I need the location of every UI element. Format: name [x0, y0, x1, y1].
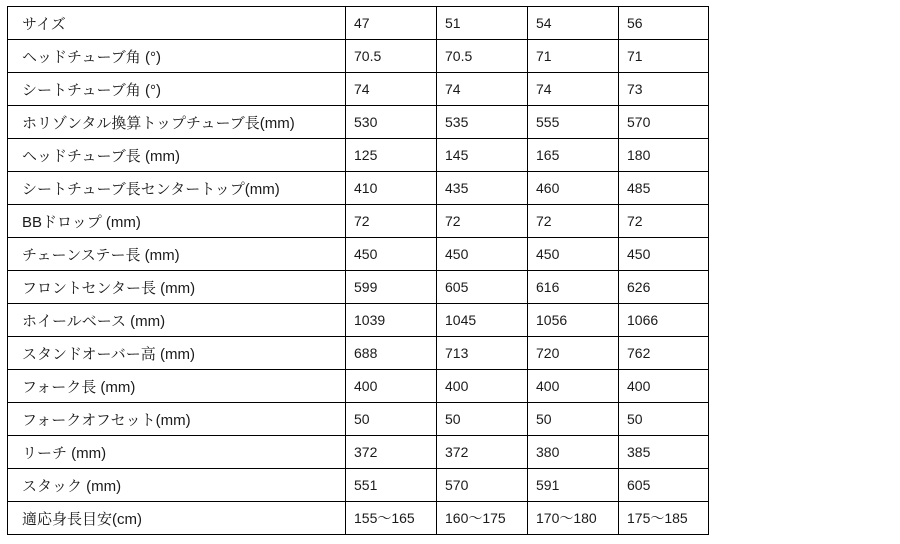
cell-value: 372 [437, 436, 528, 469]
cell-value: 175～185 [619, 502, 709, 535]
cell-value: 72 [619, 205, 709, 238]
geometry-table-body [8, 7, 709, 535]
cell-value: 160～175 [437, 502, 528, 535]
cell-value: 435 [437, 172, 528, 205]
row-label: シートチューブ長センタートップ(mm) [8, 172, 346, 205]
row-label: ヘッドチューブ長 (mm) [8, 139, 346, 172]
cell-value: 460 [528, 172, 619, 205]
cell-value: 372 [346, 436, 437, 469]
cell-value: 450 [619, 238, 709, 271]
cell-value: 400 [437, 370, 528, 403]
cell-value: 71 [528, 40, 619, 73]
cell-value: 180 [619, 139, 709, 172]
cell-value: 125 [346, 139, 437, 172]
table-row [8, 172, 709, 205]
row-label: ヘッドチューブ角 (°) [8, 40, 346, 73]
cell-value: 72 [346, 205, 437, 238]
cell-value: 56 [619, 7, 709, 40]
cell-value: 155～165 [346, 502, 437, 535]
table-row [8, 205, 709, 238]
row-label: スタック (mm) [8, 469, 346, 502]
row-label: フォーク長 (mm) [8, 370, 346, 403]
table-row [8, 238, 709, 271]
cell-value: 400 [619, 370, 709, 403]
cell-value: 51 [437, 7, 528, 40]
table-row [8, 304, 709, 337]
cell-value: 54 [528, 7, 619, 40]
cell-value: 530 [346, 106, 437, 139]
row-label: ホイールベース (mm) [8, 304, 346, 337]
cell-value: 50 [437, 403, 528, 436]
cell-value: 74 [437, 73, 528, 106]
cell-value: 74 [346, 73, 437, 106]
table-row [8, 271, 709, 304]
cell-value: 50 [346, 403, 437, 436]
row-label: フォークオフセット(mm) [8, 403, 346, 436]
cell-value: 385 [619, 436, 709, 469]
cell-value: 47 [346, 7, 437, 40]
cell-value: 450 [437, 238, 528, 271]
cell-value: 400 [346, 370, 437, 403]
cell-value: 50 [619, 403, 709, 436]
table-row [8, 436, 709, 469]
row-label: フロントセンター長 (mm) [8, 271, 346, 304]
cell-value: 170～180 [528, 502, 619, 535]
cell-value: 73 [619, 73, 709, 106]
row-label: ホリゾンタル換算トップチューブ長(mm) [8, 106, 346, 139]
cell-value: 570 [437, 469, 528, 502]
row-label: リーチ (mm) [8, 436, 346, 469]
cell-value: 50 [528, 403, 619, 436]
cell-value: 713 [437, 337, 528, 370]
row-label: スタンドオーバー高 (mm) [8, 337, 346, 370]
cell-value: 626 [619, 271, 709, 304]
table-row [8, 502, 709, 535]
row-label: シートチューブ角 (°) [8, 73, 346, 106]
cell-value: 74 [528, 73, 619, 106]
cell-value: 450 [346, 238, 437, 271]
cell-value: 555 [528, 106, 619, 139]
cell-value: 71 [619, 40, 709, 73]
table-row [8, 469, 709, 502]
table-row [8, 7, 709, 40]
cell-value: 450 [528, 238, 619, 271]
table-row [8, 403, 709, 436]
cell-value: 599 [346, 271, 437, 304]
cell-value: 70.5 [346, 40, 437, 73]
row-label: 適応身長目安(cm) [8, 502, 346, 535]
table-row [8, 40, 709, 73]
cell-value: 1039 [346, 304, 437, 337]
row-label: チェーンステー長 (mm) [8, 238, 346, 271]
table-row [8, 337, 709, 370]
row-label: BBドロップ (mm) [8, 205, 346, 238]
cell-value: 72 [437, 205, 528, 238]
table-row [8, 139, 709, 172]
cell-value: 1045 [437, 304, 528, 337]
cell-value: 591 [528, 469, 619, 502]
cell-value: 70.5 [437, 40, 528, 73]
cell-value: 410 [346, 172, 437, 205]
cell-value: 72 [528, 205, 619, 238]
table-row [8, 370, 709, 403]
cell-value: 535 [437, 106, 528, 139]
cell-value: 720 [528, 337, 619, 370]
table-row [8, 106, 709, 139]
cell-value: 145 [437, 139, 528, 172]
cell-value: 605 [437, 271, 528, 304]
cell-value: 570 [619, 106, 709, 139]
table-row [8, 73, 709, 106]
geometry-table [7, 6, 709, 535]
cell-value: 380 [528, 436, 619, 469]
cell-value: 485 [619, 172, 709, 205]
cell-value: 551 [346, 469, 437, 502]
cell-value: 1066 [619, 304, 709, 337]
row-label: サイズ [8, 7, 346, 40]
cell-value: 400 [528, 370, 619, 403]
cell-value: 605 [619, 469, 709, 502]
cell-value: 762 [619, 337, 709, 370]
cell-value: 1056 [528, 304, 619, 337]
cell-value: 616 [528, 271, 619, 304]
cell-value: 688 [346, 337, 437, 370]
cell-value: 165 [528, 139, 619, 172]
